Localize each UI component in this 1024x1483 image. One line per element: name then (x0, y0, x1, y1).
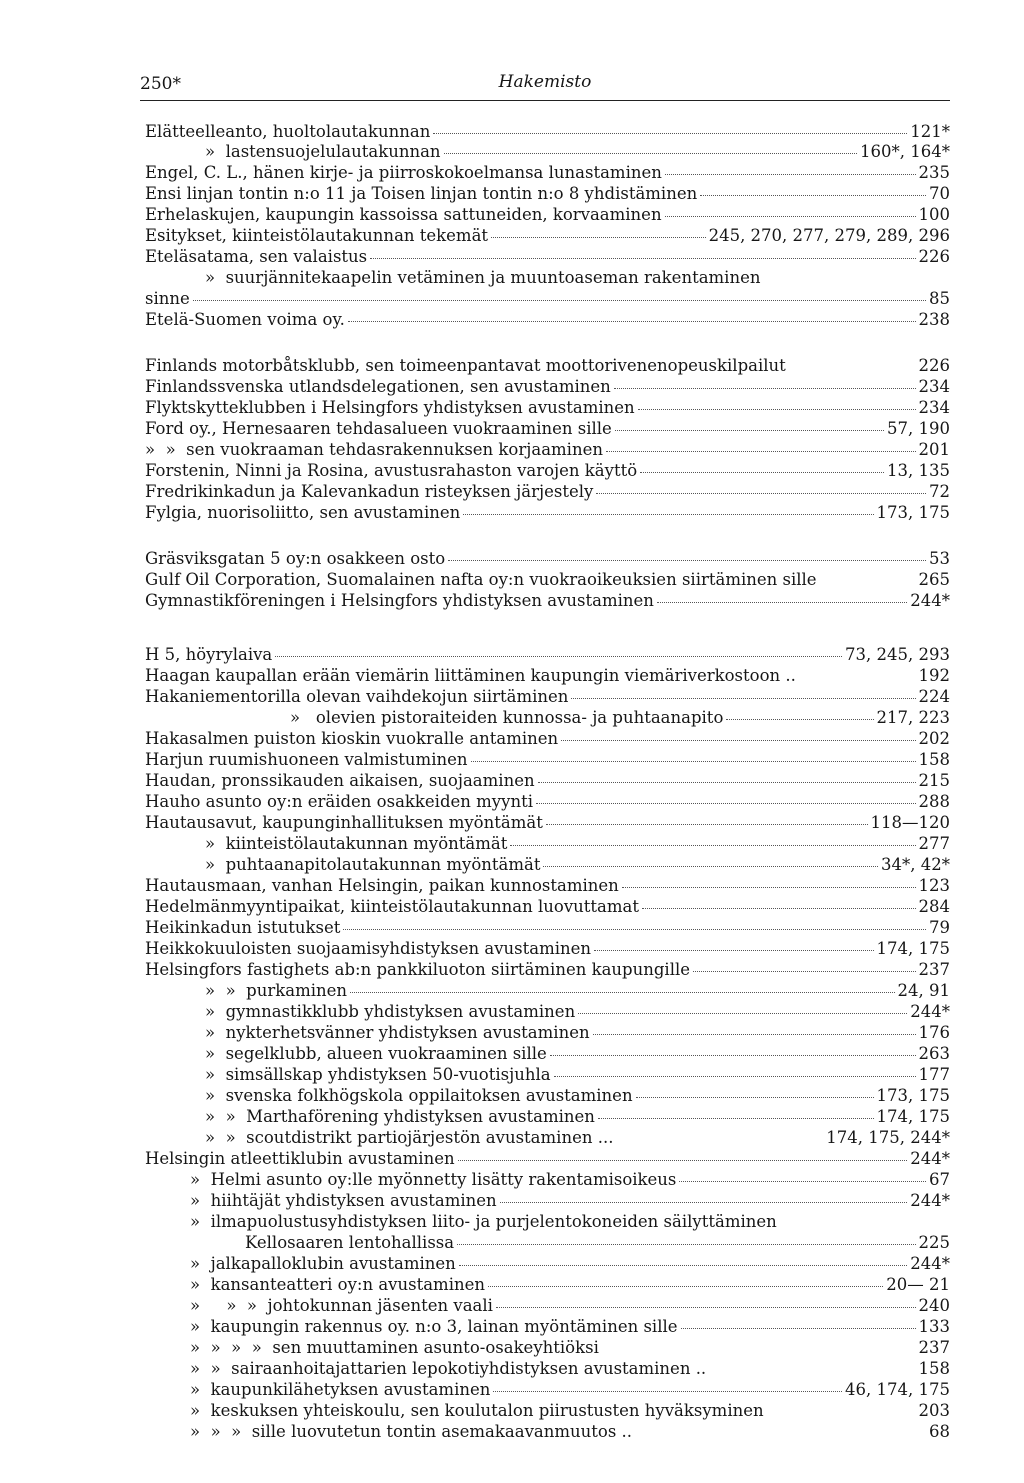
dot-leader (789, 355, 916, 367)
dot-leader (370, 246, 915, 259)
entry-pages: 68 (929, 1422, 950, 1441)
index-entry (190, 1379, 950, 1400)
dot-leader (550, 1043, 916, 1056)
entry-text: » segelklubb, alueen vuokraaminen sille (205, 1044, 547, 1063)
index-entry (145, 246, 950, 267)
entry-text: Ensi linjan tontin n:o 11 ja Toisen linjan tontin n:o 8 yhdistäminen (145, 184, 698, 203)
dot-leader (636, 1085, 874, 1098)
entry-pages: 24, 91 (897, 981, 950, 1000)
entry-pages: 174, 175 (876, 939, 950, 958)
dot-leader (488, 1274, 883, 1287)
page-number: 250* (140, 74, 181, 94)
entry-text: » » » » sen muuttaminen asunto-osakeyhtiöksi (190, 1338, 599, 1357)
entry-text: » jalkapalloklubin avustaminen (190, 1254, 456, 1273)
entry-text: sinne (145, 289, 190, 308)
index-entry (145, 644, 950, 665)
dot-leader (799, 665, 916, 677)
index-entry (145, 665, 950, 686)
dot-leader (433, 121, 907, 134)
entry-text: » » » johtokunnan jäsenten vaali (190, 1296, 493, 1315)
dot-leader (681, 1316, 916, 1329)
entry-text: Flyktskytteklubben i Helsingfors yhdistyksen avustaminen (145, 398, 635, 417)
index-entry (205, 833, 950, 854)
entry-pages: 215 (918, 771, 950, 790)
entry-text: Hautausavut, kaupunginhallituksen myöntämät (145, 813, 543, 832)
entry-text: » gymnastikklubb yhdistyksen avustaminen (205, 1002, 576, 1021)
dot-leader (457, 1232, 915, 1245)
index-entry (205, 854, 950, 875)
index-entry (205, 1106, 950, 1127)
entry-pages: 173, 175 (876, 1086, 950, 1105)
entry-text: » kansanteatteri oy:n avustaminen (190, 1275, 485, 1294)
entry-pages: 244* (910, 591, 950, 610)
entry-text: Engel, C. L., hänen kirje- ja piirroskokoelmansa lunastaminen (145, 163, 662, 182)
entry-pages: 238 (918, 310, 950, 329)
entry-pages: 53 (929, 549, 950, 568)
entry-pages: 173, 175 (876, 503, 950, 522)
index-entry (145, 938, 950, 959)
index-entry (145, 288, 950, 309)
dot-leader (640, 460, 884, 473)
index-entry (145, 896, 950, 917)
entry-pages: 67 (929, 1170, 950, 1189)
index-entry (145, 875, 950, 896)
index-entry (145, 376, 950, 397)
entry-pages: 265 (918, 570, 950, 589)
dot-leader (657, 590, 907, 603)
dot-leader (471, 749, 916, 762)
entry-text: Finlands motorbåtsklubb, sen toimeenpantavat moottorivenenopeuskilpailut (145, 356, 786, 375)
entry-pages: 174, 175 (876, 1107, 950, 1126)
entry-text: Heikinkadun istutukset (145, 918, 341, 937)
index-entry (145, 309, 950, 330)
entry-pages: 224 (918, 687, 950, 706)
index-entry (145, 917, 950, 938)
entry-text: » kaupungin rakennus oy. n:o 3, lainan myöntäminen sille (190, 1317, 678, 1336)
entry-pages: 244* (910, 1254, 950, 1273)
entry-pages: 284 (918, 897, 950, 916)
dot-leader (275, 644, 842, 657)
entry-text: Esitykset, kiinteistölautakunnan tekemät (145, 226, 489, 245)
entry-pages: 288 (918, 792, 950, 811)
entry-text: » Helmi asunto oy:lle myönnetty lisätty rakentamisoikeus (190, 1170, 677, 1189)
entry-text: » olevien pistoraiteiden kunnossa- ja puhtaanapito (290, 708, 724, 727)
dot-leader (709, 1358, 915, 1370)
dot-leader (602, 1337, 916, 1349)
entry-text: » » » sille luovutetun tontin asemakaavanmuutos .. (190, 1422, 633, 1441)
dot-leader (596, 481, 926, 494)
entry-text: Fylgia, nuorisoliitto, sen avustaminen (145, 503, 461, 522)
index-entry (145, 959, 950, 980)
entry-text: Harjun ruumishuoneen valmistuminen (145, 750, 468, 769)
entry-pages: 202 (918, 729, 950, 748)
entry-pages: 226 (918, 356, 950, 375)
entry-text: » lastensuojelulautakunnan (205, 142, 441, 161)
dot-leader (598, 1106, 874, 1119)
entry-pages: 118—120 (870, 813, 950, 832)
entry-text: » » scoutdistrikt partiojärjestön avustaminen ... (205, 1128, 614, 1147)
dot-leader (458, 1148, 908, 1161)
entry-pages: 46, 174, 175 (845, 1380, 950, 1399)
entry-text: Helsingin atleettiklubin avustaminen (145, 1149, 455, 1168)
entry-pages: 57, 190 (887, 419, 950, 438)
index-entry (205, 267, 950, 288)
index-entry (145, 1148, 950, 1169)
index-entry (190, 1253, 950, 1274)
index-entry (190, 1190, 950, 1211)
dot-leader (594, 938, 874, 951)
entry-pages: 237 (918, 1338, 950, 1357)
index-entry (145, 749, 950, 770)
entry-pages: 176 (918, 1023, 950, 1042)
dot-leader (638, 397, 916, 410)
entry-text: Etelä-Suomen voima oy. (145, 310, 345, 329)
entry-pages: 20— 21 (886, 1275, 950, 1294)
entry-pages: 244* (910, 1002, 950, 1021)
entry-text: Ford oy., Hernesaaren tehdasalueen vuokraaminen sille (145, 419, 612, 438)
index-entry (190, 1337, 950, 1358)
index-entry (190, 1211, 950, 1232)
entry-text: » nykterhetsvänner yhdistyksen avustaminen (205, 1023, 590, 1042)
dot-leader (665, 162, 916, 175)
entry-pages: 72 (929, 482, 950, 501)
dot-leader (622, 875, 916, 888)
entry-pages: 79 (929, 918, 950, 937)
index-entry (190, 1169, 950, 1190)
entry-text: Heikkokuuloisten suojaamisyhdistyksen avustaminen (145, 939, 592, 958)
index-entry (145, 460, 950, 481)
index-entry (145, 770, 950, 791)
running-title: Hakemisto (498, 72, 592, 92)
dot-leader (448, 548, 926, 561)
entry-pages: 234 (918, 377, 950, 396)
index-entry (190, 1274, 950, 1295)
dot-leader (538, 770, 916, 783)
index-entry (190, 1400, 950, 1421)
index-entry (145, 397, 950, 418)
dot-leader (700, 183, 926, 196)
entry-pages: 244* (910, 1191, 950, 1210)
entry-pages: 192 (918, 666, 950, 685)
index-entry (145, 225, 950, 246)
dot-leader (593, 1022, 916, 1035)
dot-leader (496, 1295, 916, 1308)
dot-leader (615, 418, 884, 431)
entry-pages: 158 (918, 750, 950, 769)
dot-leader (493, 1379, 842, 1392)
entry-text: » svenska folkhögskola oppilaitoksen avustaminen (205, 1086, 633, 1105)
entry-text: Eteläsatama, sen valaistus (145, 247, 368, 266)
entry-pages: 217, 223 (876, 708, 950, 727)
dot-leader (606, 439, 916, 452)
entry-text: » puhtaanapitolautakunnan myöntämät (205, 855, 541, 874)
entry-pages: 34*, 42* (881, 855, 950, 874)
dot-leader (543, 854, 878, 867)
index-entry (145, 183, 950, 204)
entry-text: Haudan, pronssikauden aikaisen, suojaaminen (145, 771, 535, 790)
dot-leader (561, 728, 915, 741)
dot-leader (491, 225, 706, 238)
index-entry (290, 707, 950, 728)
entry-text: Hedelmänmyyntipaikat, kiinteistölautakunnan luovuttamat (145, 897, 640, 916)
index-entry (145, 812, 950, 833)
entry-pages: 245, 270, 277, 279, 289, 296 (708, 226, 950, 245)
dot-leader (635, 1421, 926, 1433)
index-entry (205, 1022, 950, 1043)
entry-text: Hautausmaan, vanhan Helsingin, paikan kunnostaminen (145, 876, 619, 895)
index-entry (205, 1127, 950, 1148)
entry-pages: 121* (910, 122, 950, 141)
entry-text: Gymnastikföreningen i Helsingfors yhdistyksen avustaminen (145, 591, 654, 610)
dot-leader (444, 141, 857, 154)
index-entry (245, 1232, 950, 1253)
index-entry (205, 1001, 950, 1022)
index-entry (145, 418, 950, 439)
index-entry (145, 791, 950, 812)
index-entry (145, 569, 950, 590)
index-entry (205, 1043, 950, 1064)
dot-leader (642, 896, 915, 909)
entry-pages: 237 (918, 960, 950, 979)
entry-text: » » sairaanhoitajattarien lepokotiyhdistyksen avustaminen .. (190, 1359, 707, 1378)
entry-pages: 240 (918, 1296, 950, 1315)
index-entry (145, 481, 950, 502)
entry-pages: 133 (918, 1317, 950, 1336)
entry-text: Fredrikinkadun ja Kalevankadun risteyksen järjestely (145, 482, 594, 501)
entry-text: Hauho asunto oy:n eräiden osakkeiden myynti (145, 792, 533, 811)
index-entry (145, 121, 950, 142)
entry-pages: 263 (918, 1044, 950, 1063)
dot-leader (343, 917, 926, 930)
entry-text: » » purkaminen (205, 981, 348, 1000)
entry-text: » simsällskap yhdistyksen 50-vuotisjuhla (205, 1065, 551, 1084)
index-entry (205, 1085, 950, 1106)
entry-text: » » Marthaförening yhdistyksen avustaminen (205, 1107, 595, 1126)
dot-leader (546, 812, 868, 825)
entry-text: » kaupunkilähetyksen avustaminen (190, 1380, 491, 1399)
index-entry (205, 141, 950, 162)
entry-pages: 277 (918, 834, 950, 853)
entry-pages: 160*, 164* (860, 142, 950, 161)
entry-text: Elätteelleanto, huoltolautakunnan (145, 122, 431, 141)
entry-text: Helsingfors fastighets ab:n pankkiluoton siirtäminen kaupungille (145, 960, 691, 979)
entry-pages: 226 (918, 247, 950, 266)
dot-leader (459, 1253, 907, 1266)
entry-text: » » sen vuokraaman tehdasrakennuksen korjaaminen (145, 440, 603, 459)
entry-text: » ilmapuolustusyhdistyksen liito- ja purjelentokoneiden säilyttäminen (190, 1212, 777, 1231)
entry-text: » keskuksen yhteiskoulu, sen koulutalon piirustusten hyväksyminen (190, 1401, 764, 1420)
dot-leader (350, 980, 894, 993)
index-entry (145, 162, 950, 183)
dot-leader (500, 1190, 908, 1203)
dot-leader (571, 686, 915, 699)
dot-leader (578, 1001, 907, 1014)
entry-text: Forstenin, Ninni ja Rosina, avustusrahaston varojen käyttö (145, 461, 638, 480)
index-entry (190, 1295, 950, 1316)
index-entry (145, 439, 950, 460)
entry-pages: 235 (918, 163, 950, 182)
entry-pages: 234 (918, 398, 950, 417)
index-entry (190, 1421, 950, 1442)
index-entry (145, 728, 950, 749)
entry-text: Finlandssvenska utlandsdelegationen, sen avustaminen (145, 377, 611, 396)
entry-pages: 123 (918, 876, 950, 895)
dot-leader (554, 1064, 916, 1077)
index-entry (205, 1064, 950, 1085)
entry-pages: 85 (929, 289, 950, 308)
index-entry (145, 355, 950, 376)
dot-leader (536, 791, 916, 804)
entry-pages: 13, 135 (887, 461, 950, 480)
index-entry (205, 980, 950, 1001)
entry-text: Kellosaaren lentohallissa (245, 1233, 455, 1252)
index-entry (145, 548, 950, 569)
entry-pages: 225 (918, 1233, 950, 1252)
entry-text: Haagan kaupallan erään viemärin liittäminen kaupungin viemäriverkostoon .. (145, 666, 796, 685)
index-entry (145, 686, 950, 707)
dot-leader (665, 204, 916, 217)
entry-pages: 174, 175, 244* (826, 1128, 950, 1147)
entry-text: Hakaniementorilla olevan vaihdekojun siirtäminen (145, 687, 569, 706)
dot-leader (726, 707, 873, 720)
entry-text: H 5, höyrylaiva (145, 645, 273, 664)
index-entry (145, 590, 950, 611)
entry-pages: 201 (918, 440, 950, 459)
dot-leader (510, 833, 915, 846)
entry-text: Gräsviksgatan 5 oy:n osakkeen osto (145, 549, 446, 568)
index-entry (145, 204, 950, 225)
entry-text: Hakasalmen puiston kioskin vuokralle antaminen (145, 729, 559, 748)
entry-text: Gulf Oil Corporation, Suomalainen nafta oy:n vuokraoikeuksien siirtäminen sille (145, 570, 817, 589)
entry-pages: 73, 245, 293 (845, 645, 950, 664)
entry-pages: 203 (918, 1401, 950, 1420)
dot-leader (820, 569, 916, 581)
entry-pages: 100 (918, 205, 950, 224)
dot-leader (348, 309, 916, 322)
dot-leader (693, 959, 915, 972)
dot-leader (679, 1169, 926, 1182)
dot-leader (193, 288, 926, 301)
dot-leader (767, 1400, 916, 1412)
dot-leader (463, 502, 873, 515)
entry-text: Erhelaskujen, kaupungin kassoissa sattuneiden, korvaaminen (145, 205, 662, 224)
entry-pages: 158 (918, 1359, 950, 1378)
index-entry (190, 1358, 950, 1379)
dot-leader (614, 376, 916, 389)
index-entry (190, 1316, 950, 1337)
index-entry (145, 502, 950, 523)
entry-text: » kiinteistölautakunnan myöntämät (205, 834, 508, 853)
entry-pages: 177 (918, 1065, 950, 1084)
entry-text: » hiihtäjät yhdistyksen avustaminen (190, 1191, 497, 1210)
dot-leader (616, 1127, 823, 1139)
entry-pages: 244* (910, 1149, 950, 1168)
entry-text: » suurjännitekaapelin vetäminen ja muuntoaseman rakentaminen (205, 268, 761, 287)
entry-pages: 70 (929, 184, 950, 203)
